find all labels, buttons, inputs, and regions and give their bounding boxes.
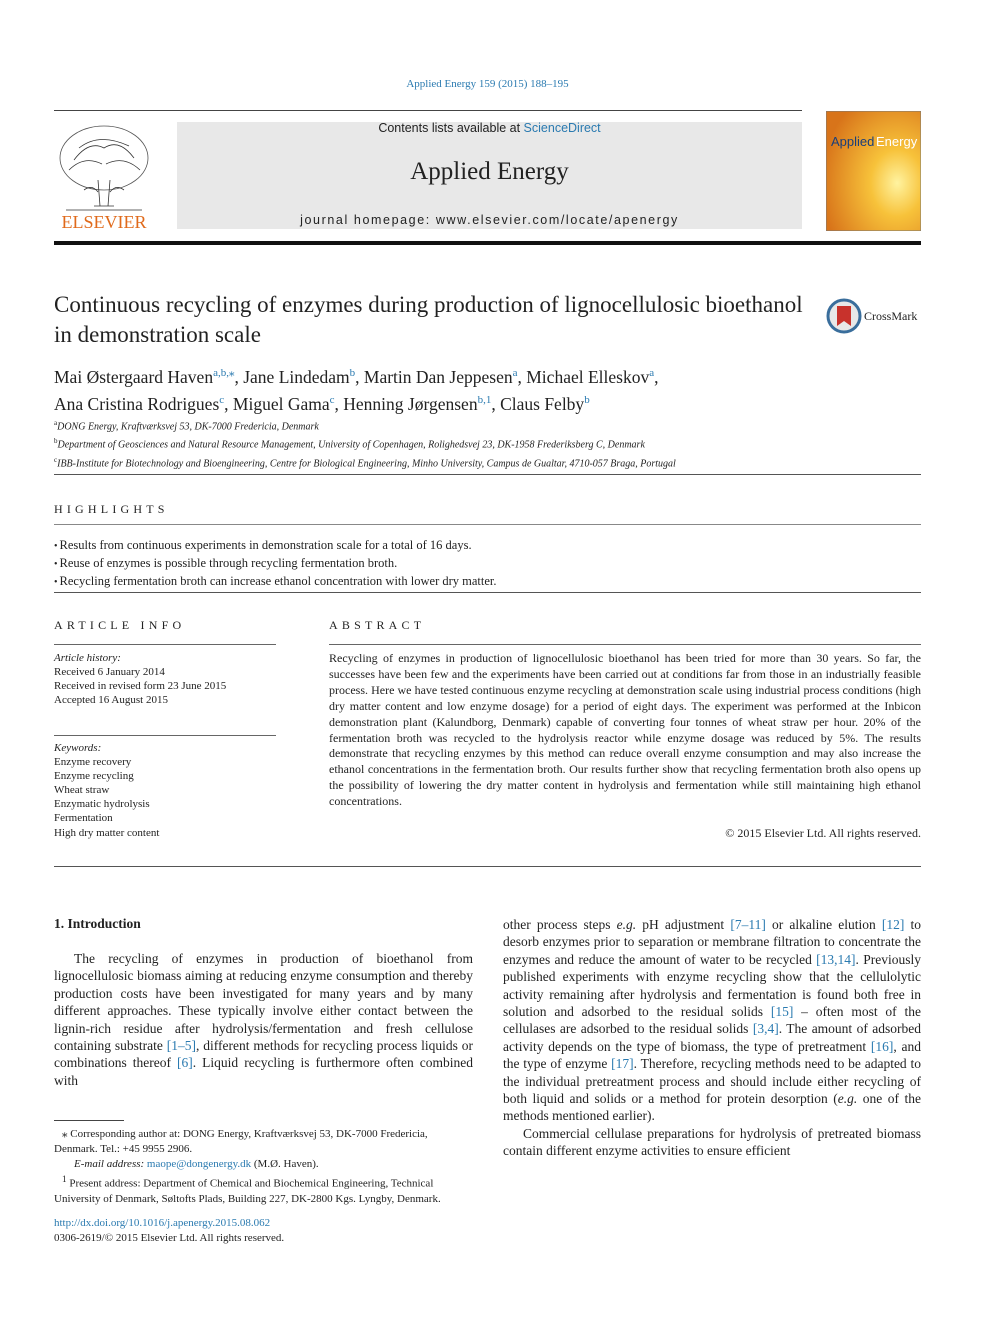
author-name: Jane Lindedam: [243, 366, 350, 387]
crossmark-icon: [826, 298, 926, 334]
author-affiliation-mark[interactable]: b: [584, 393, 590, 406]
citation-link[interactable]: [13,14]: [816, 951, 856, 967]
citation-link[interactable]: [15]: [770, 1004, 794, 1020]
body-text: . The amount of adsorbed activity depends on the type of biomass, the type of pretreatment: [503, 1021, 921, 1054]
section-heading-introduction: 1. Introduction: [54, 916, 141, 931]
footnote-text: Present address: Department of Chemical and Biochemical Engineering, Technical University of Denmark, Søltofts Plads, Building 227, DK-2800 Kgs. Lyngby, Denmark.: [54, 1177, 441, 1205]
contents-prefix: Contents lists available at: [378, 121, 524, 135]
highlights-heading: HIGHLIGHTS: [54, 502, 169, 516]
author-separator: ,: [517, 366, 527, 387]
journal-homepage-link[interactable]: journal homepage: www.elsevier.com/locate/apenergy: [300, 213, 679, 227]
footnotes: [54, 1127, 473, 1207]
keyword-item: Enzymatic hydrolysis: [54, 798, 150, 811]
divider: [54, 592, 921, 593]
author-name: Michael Elleskov: [526, 366, 650, 387]
author-affiliation-mark[interactable]: c: [329, 393, 335, 406]
keyword-item: High dry matter content: [54, 826, 160, 839]
author-name: Miguel Gama: [232, 393, 330, 414]
author-affiliation-mark[interactable]: b: [349, 367, 356, 379]
author-separator: ,: [491, 393, 501, 414]
divider: [54, 524, 921, 525]
received-date: Received 6 January 2014: [54, 666, 165, 678]
highlight-item: • Results from continuous experiments in demonstration scale for a total of 16 days.: [54, 537, 914, 555]
divider: [54, 474, 921, 475]
body-text: , and the type of enzyme: [503, 1038, 921, 1072]
intro-paragraph-right: [503, 916, 921, 1125]
email-link[interactable]: maope@dongenergy.dk: [146, 1158, 252, 1170]
body-text: other process steps: [503, 917, 617, 932]
body-text: . Liquid recycling is furthermore often combined with: [54, 1055, 473, 1088]
email-label: E-mail address:: [74, 1158, 145, 1170]
keywords: [54, 741, 276, 840]
crossmark-button[interactable]: [826, 298, 926, 334]
affiliation-text: DONG Energy, Kraftværksvej 53, DK-7000 Fredericia, Denmark: [57, 421, 319, 433]
keyword-item: Enzyme recovery: [54, 756, 132, 769]
body-text: to desorb enzymes prior to separation or membrane filtration to concentrate the enzymes and reduce the amount of water to be recycled: [503, 917, 921, 967]
accepted-date: Accepted 16 August 2015: [54, 694, 168, 706]
body-text: , different methods for recycling process liquids or combinations thereof: [54, 1038, 473, 1071]
abstract-copyright: © 2015 Elsevier Ltd. All rights reserved.: [725, 826, 921, 840]
cover-art-icon: [826, 111, 921, 231]
elsevier-logo[interactable]: [54, 120, 154, 232]
author-separator: ,: [355, 366, 364, 387]
footnote-mark: ⁎: [62, 1128, 68, 1140]
author-affiliation-mark[interactable]: a: [512, 367, 518, 379]
author-affiliation-mark[interactable]: a,b,⁎: [213, 367, 235, 379]
present-address-note: [54, 1172, 473, 1207]
journal-reference-link[interactable]: Applied Energy 159 (2015) 188–195: [406, 78, 569, 90]
author-affiliation-mark[interactable]: c: [219, 393, 225, 406]
author-affiliation-mark[interactable]: b,1: [477, 393, 492, 406]
affiliations: [54, 416, 934, 471]
footnote-rule: [54, 1120, 124, 1121]
journal-cover-image[interactable]: [826, 111, 921, 231]
affiliation-key: b: [54, 437, 58, 446]
citation-link[interactable]: [1–5]: [166, 1038, 196, 1054]
article-history: [54, 651, 276, 707]
sciencedirect-link[interactable]: ScienceDirect: [523, 121, 601, 135]
body-text: – often most of the cellulases are adsorbed to the residual solids: [503, 1004, 922, 1037]
author-separator: ,: [224, 393, 233, 414]
author-separator: ,: [234, 366, 244, 387]
body-text: pH adjustment: [636, 917, 731, 932]
issn-copyright: 0306-2619/© 2015 Elsevier Ltd. All rights reserved.: [54, 1232, 285, 1244]
revised-date: Received in revised form 23 June 2015: [54, 680, 227, 692]
header-top-rule: [54, 110, 802, 111]
author-name: Ana Cristina Rodrigues: [54, 393, 220, 414]
article-title: Continuous recycling of enzymes during production of lignocellulosic bioethanol in demonstration scale: [54, 292, 803, 347]
citation-link[interactable]: [17]: [611, 1056, 634, 1072]
contents-line: [177, 121, 802, 135]
affiliation-text: Department of Geosciences and Natural Resource Management, University of Copenhagen, Rolighedsvej 23, DK-1958 Frederiksberg C, Denmark: [57, 439, 645, 451]
citation-link[interactable]: [16]: [870, 1038, 894, 1054]
affiliation-key: c: [54, 455, 58, 464]
body-text: one of the methods mentioned earlier).: [503, 1091, 922, 1124]
footnote-text: Corresponding author at: DONG Energy, Kraftværksvej 53, DK-7000 Fredericia, Denmark. Tel.: +45 9955 2906.: [54, 1128, 428, 1155]
cover-title-applied: Applied: [831, 134, 875, 149]
affiliation-item: [54, 453, 934, 471]
body-text: or alkaline elution: [765, 917, 882, 932]
divider: [54, 644, 276, 645]
highlight-item: • Recycling fermentation broth can increase ethanol concentration with lower dry matter.: [54, 573, 914, 591]
affiliation-text: IBB-Institute for Biotechnology and Bioengineering, Centre for Biological Engineering, Minho University, Campus de Gualtar, 4710-057 Braga, Portugal: [57, 457, 676, 469]
keyword-item: Fermentation: [54, 812, 113, 825]
doi-link[interactable]: http://dx.doi.org/10.1016/j.apenergy.2015.08.062: [54, 1217, 271, 1229]
body-text-italic: e.g.: [616, 917, 637, 932]
body-text: The recycling of enzymes in production of bioethanol from lignocellulosic biomass aiming at reducing enzyme consumption and thereby production costs have been investigated for many years and by many different approaches. These typically involve either contact between the lignin-rich residue after hydrolysis/fermentation and fresh cellulose containing substrate: [54, 951, 473, 1054]
citation-link[interactable]: [12]: [881, 917, 905, 932]
footnote-mark: 1: [62, 1174, 67, 1184]
highlight-item: • Reuse of enzymes is possible through recycling fermentation broth.: [54, 555, 914, 573]
body-text: . Previously published experiments with enzyme recycling show that the cellulolytic activity remaining after hydrolysis and fermentation is found both free in solution and adsorbed to the residual solids: [503, 951, 921, 1020]
footnote-text: (M.Ø. Haven).: [251, 1158, 319, 1170]
author-name: Claus Felby: [500, 393, 585, 414]
keyword-item: Enzyme recycling: [54, 770, 134, 783]
intro-paragraph-right-2: Commercial cellulase preparations for hydrolysis of pretreated biomass contain different enzyme activities to ensure efficient: [503, 1125, 921, 1159]
corresponding-author-note: [54, 1127, 473, 1157]
intro-paragraph-left: [54, 950, 473, 1089]
highlights-list: [54, 537, 914, 591]
divider: [54, 866, 921, 867]
author-name: Henning Jørgensen: [343, 393, 478, 414]
article-doi-block: [54, 1216, 284, 1246]
divider: [329, 644, 921, 645]
author-name: Mai Østergaard Haven: [54, 366, 214, 387]
email-note: [54, 1157, 473, 1172]
keywords-label: Keywords:: [54, 742, 102, 754]
affiliation-item: [54, 434, 934, 452]
body-text-italic: e.g.: [837, 1091, 858, 1107]
affiliation-key: a: [54, 419, 58, 427]
cover-title-energy: Energy: [876, 134, 918, 149]
abstract-text: Recycling of enzymes in production of lignocellulosic bioethanol has been tried for more than 30 years. So far, the successes have been few and the experiments have been carried out at conditions far from those in an industrially feasible process. Here we have tested continuous enzyme recycling at demonstration scale using industrial process conditions (high dry matter content and low enzyme dosage) for a period of eight days. The experiment was performed at the Inbicon demonstration plant (Kalundborg, Denmark) capable of converting four tonnes of wheat straw per hour. 20% of the fermentation broth was recycled to the hydrolysis reactor while enzyme dosage was reduced by 5%. The results demonstrate that recycling enzymes by this method can reduce overall enzyme consumption and may also increase the ethanol concentrations in the fermentation broth. Our results further show that recycling fermentation broth also opens up the possibility of lowering the dry matter content in hydrolysis and fermentation while still maintaining high ethanol concentrations.: [329, 651, 921, 809]
elsevier-tree-icon: [54, 120, 154, 232]
affiliation-item: [54, 416, 934, 434]
crossmark-label: CrossMark: [864, 309, 918, 323]
abstract-heading: ABSTRACT: [329, 618, 426, 632]
header-bottom-rule: [54, 241, 921, 245]
author-affiliation-mark[interactable]: a: [649, 367, 655, 379]
citation-link[interactable]: [3,4]: [752, 1021, 779, 1037]
author-name: Martin Dan Jeppesen: [363, 366, 513, 387]
divider: [54, 735, 276, 736]
elsevier-wordmark: ELSEVIER: [61, 212, 147, 232]
journal-name: Applied Energy: [410, 158, 569, 185]
author-separator: ,: [334, 393, 344, 414]
article-info-heading: ARTICLE INFO: [54, 618, 186, 632]
body-text: . Therefore, recycling methods need to be adapted to the individual pretreatment process and should include either recycling of both liquid and solids or a method for protein desorption (: [503, 1056, 921, 1107]
citation-link[interactable]: [7–11]: [730, 917, 766, 932]
citation-link[interactable]: [6]: [177, 1055, 193, 1071]
author-separator: ,: [654, 366, 659, 387]
intro-column-right: [503, 916, 921, 1160]
author-list: [54, 362, 934, 416]
keyword-item: Wheat straw: [54, 784, 110, 797]
history-label: Article history:: [54, 652, 121, 664]
